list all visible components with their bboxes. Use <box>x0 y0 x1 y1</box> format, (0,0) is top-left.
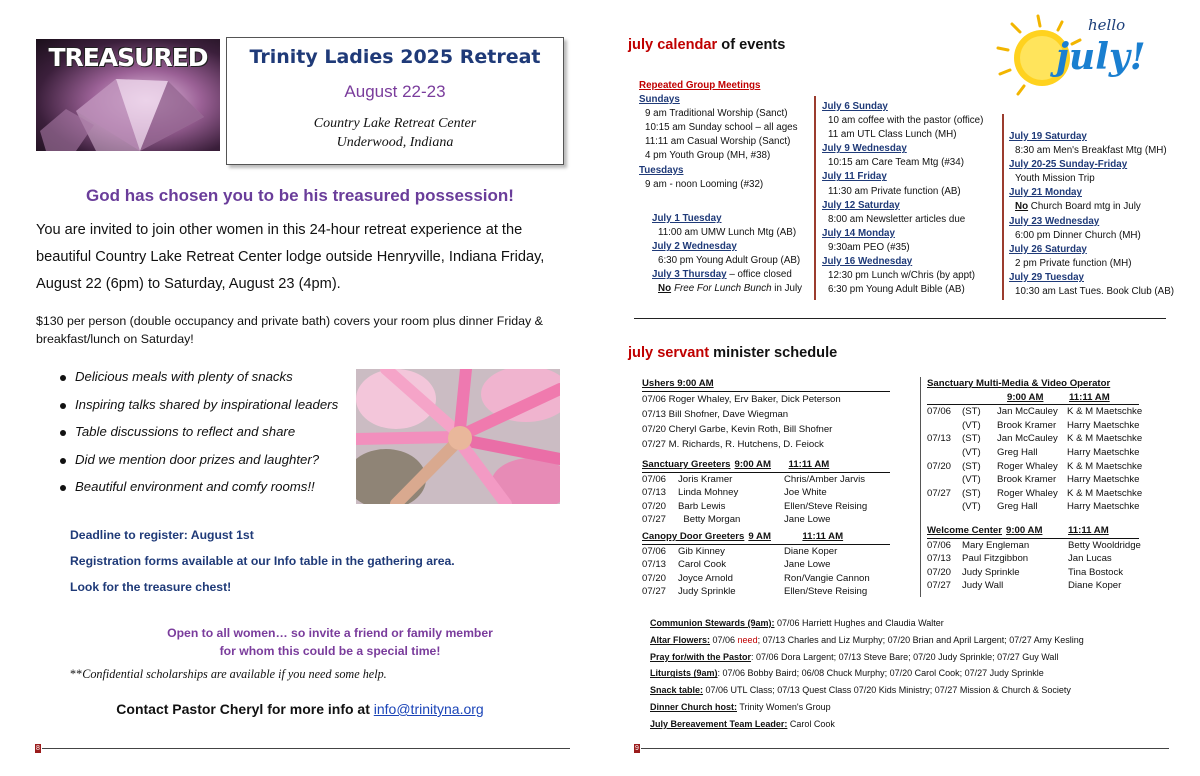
table-cell: 07/27 <box>927 580 952 592</box>
calendar-entry <box>652 282 802 296</box>
calendar-divider <box>634 318 1166 319</box>
table-cell: Ellen/Steve Reising <box>784 500 868 512</box>
table-cell: Harry Maetschke <box>1067 446 1140 458</box>
calendar-section-title: Repeated Group Meetings <box>639 80 761 91</box>
sanctuary-greeters-section <box>642 458 894 527</box>
schedule-heading-black: minister schedule <box>709 345 838 361</box>
calendar-note: Church Board mtg in July <box>1028 201 1141 213</box>
schedule-header <box>642 458 890 473</box>
calendar-date-heading: July 11 Friday <box>822 171 887 183</box>
logo-hello: hello <box>1088 16 1126 34</box>
list-item-text: Inspiring talks shared by inspirational leaders <box>75 396 339 412</box>
footer-divider-left <box>42 748 570 749</box>
invitation-paragraph: You are invited to join other women in this 24-hour retreat experience at the beautiful Country Lake Retreat Center lodge outside Henryville, Indiana Friday, August 22 (6pm) to Saturday, August 23 (4pm). <box>36 222 545 292</box>
table-cell: Gib Kinney <box>678 545 725 557</box>
assignment-text: Trinity Women's Group <box>737 701 831 712</box>
list-item-text: Delicious meals with plenty of snacks <box>75 369 293 384</box>
table-cell: Greg Hall <box>997 446 1038 458</box>
table-cell: 07/20 <box>927 460 952 472</box>
scholarship-text: Confidential scholarships are available if you need some help. <box>82 667 387 681</box>
contact-text: Contact Pastor Cheryl for more info at <box>116 701 374 717</box>
table-row <box>927 539 1178 553</box>
table-cell: Brook Kramer <box>997 419 1057 431</box>
calendar-column-2 <box>822 100 983 297</box>
contact-line <box>36 701 564 717</box>
list-item-text: Table discussions to reflect and share <box>75 424 296 439</box>
table-cell: 07/13 <box>642 487 667 499</box>
assignment-text: 07/06 <box>710 634 738 645</box>
calendar-date-heading: July 23 Wednesday <box>1009 215 1100 227</box>
calendar-heading-red: july calendar <box>628 37 718 53</box>
assignment-label: Dinner Church host: <box>650 701 737 712</box>
assignment-text: : 07/06 Dora Largent; 07/13 Steve Bare; 07/20 Judy Sprinkle; 07/27 Guy Wall <box>751 651 1059 662</box>
calendar-entry <box>1009 130 1174 144</box>
additional-assignments <box>650 615 1084 733</box>
list-item <box>60 397 350 425</box>
calendar-entry: 10:15 am Sunday school – all ages <box>645 122 798 134</box>
calendar-date-heading: July 9 Wednesday <box>822 143 907 155</box>
calendar-entry <box>1009 158 1174 172</box>
assignment-row <box>650 699 1084 716</box>
assignment-text: Carol Cook <box>787 718 835 729</box>
table-cell: Jan McCauley <box>997 433 1058 445</box>
table-row <box>642 572 894 586</box>
registration-forms-text: Registration forms available at our Info table in the gathering area. <box>70 554 455 568</box>
welcome-center-section <box>927 524 1178 593</box>
calendar-entry: 11:00 am UMW Lunch Mtg (AB) <box>658 227 797 239</box>
assignment-row <box>650 682 1084 699</box>
assignment-label: Communion Stewards (9am): <box>650 618 775 628</box>
table-row <box>642 500 894 514</box>
assignment-label: Pray for/with the Pastor <box>650 651 752 662</box>
schedule-header <box>642 530 890 545</box>
table-cell: 07/06 <box>642 473 667 485</box>
table-cell <box>927 500 962 514</box>
table-cell: 07/27 <box>927 487 952 499</box>
bullet-icon <box>60 485 66 491</box>
calendar-date-heading: July 12 Saturday <box>822 199 900 211</box>
table-row <box>927 405 1167 419</box>
ushers-header-text: Ushers 9:00 AM <box>642 378 714 389</box>
page-number-left: 8 <box>36 745 40 752</box>
calendar-heading-black: of events <box>717 37 786 53</box>
table-row: 07/06 Roger Whaley, Erv Baker, Dick Peterson <box>642 393 841 405</box>
retreat-title: Trinity Ladies 2025 Retreat <box>249 46 541 68</box>
schedule-header <box>927 524 1139 539</box>
treasure-chest-text: Look for the treasure chest! <box>70 580 232 594</box>
table-cell: Brook Kramer <box>997 474 1057 486</box>
table-cell: Judy Wall <box>962 580 1004 592</box>
hands-together-photo <box>356 369 560 504</box>
list-item <box>60 369 350 397</box>
calendar-date-heading: July 14 Monday <box>822 227 895 239</box>
table-row <box>927 500 1167 514</box>
calendar-entry: 8:30 am Men's Breakfast Mtg (MH) <box>1015 145 1167 157</box>
treasured-word: TREASURED <box>48 43 208 72</box>
table-row <box>927 460 1167 474</box>
calendar-entry <box>822 255 983 269</box>
table-cell: Diane Koper <box>784 545 838 557</box>
table-cell: (VT) <box>962 501 981 513</box>
table-cell <box>927 473 962 487</box>
schedule-header-title: Welcome Center <box>927 525 1002 536</box>
table-row <box>927 473 1167 487</box>
assignment-row <box>650 665 1084 682</box>
table-cell: 07/06 <box>927 406 952 418</box>
media-operator-section <box>927 377 1167 514</box>
bullet-icon <box>60 375 66 381</box>
canopy-greeters-section <box>642 530 894 599</box>
ushers-header <box>642 377 890 392</box>
assignment-row <box>650 649 1084 666</box>
schedule-heading <box>628 345 837 361</box>
calendar-date-heading: Tuesdays <box>639 164 684 176</box>
table-cell: 07/27 <box>642 514 667 526</box>
footer-divider-right <box>641 748 1169 749</box>
table-cell: Paul Fitzgibbon <box>962 553 1029 565</box>
table-cell: 07/06 <box>927 539 952 551</box>
calendar-note: Free For Lunch Bunch <box>674 283 772 295</box>
hands-photo-illustration <box>356 369 560 504</box>
list-item <box>60 479 350 507</box>
table-cell: Ellen/Steve Reising <box>784 586 868 598</box>
calendar-entry: 2 pm Private function (MH) <box>1015 257 1132 269</box>
calendar-column-1 <box>639 79 798 192</box>
table-cell: 07/20 <box>927 566 952 578</box>
calendar-entry: 12:30 pm Lunch w/Chris (by appt) <box>828 270 976 282</box>
retreat-dates: August 22-23 <box>344 82 446 101</box>
calendar-entry <box>822 170 983 184</box>
table-cell: Roger Whaley <box>997 487 1058 499</box>
calendar-entry: 11:11 am Casual Worship (Sanct) <box>645 136 791 148</box>
table-cell: Jan McCauley <box>997 406 1058 418</box>
assignment-text-tail: ; 07/13 Charles and Liz Murphy; 07/20 Brian and April Largent; 07/27 Amy Kesling <box>757 634 1084 645</box>
schedule-header-time2: 11:11 AM <box>788 459 830 470</box>
table-cell: Jane Lowe <box>784 514 831 526</box>
table-row <box>642 486 894 500</box>
table-cell: Jan Lucas <box>1068 553 1112 565</box>
page-number-right: 9 <box>635 745 639 752</box>
table-cell: 07/13 <box>642 559 667 571</box>
ushers-section <box>642 377 890 452</box>
calendar-entry <box>1009 200 1174 214</box>
schedule-header-title: Canopy Door Greeters <box>642 531 745 542</box>
spacer <box>927 391 1007 405</box>
retreat-highlights-list <box>60 369 350 507</box>
assignment-label: Snack table: <box>650 685 704 696</box>
assignment-label: Altar Flowers: <box>650 634 711 645</box>
calendar-date-heading: July 26 Saturday <box>1009 243 1087 255</box>
table-cell: Harry Maetschke <box>1067 501 1140 513</box>
calendar-entry: 6:30 pm Young Adult Group (AB) <box>658 255 801 267</box>
calendar-date-heading: July 2 Wednesday <box>652 241 737 253</box>
table-cell: 07/06 <box>642 545 667 557</box>
calendar-entry: 10:15 am Care Team Mtg (#34) <box>828 157 964 169</box>
assignment-need: need <box>737 634 758 645</box>
table-cell: (ST) <box>962 460 981 472</box>
calendar-date-heading: Sundays <box>639 94 680 106</box>
tagline: God has chosen you to be his treasured possession! <box>86 186 514 205</box>
media-header-time2: 11:11 AM <box>1069 391 1110 403</box>
deadline-text: Deadline to register: August 1st <box>70 528 254 542</box>
table-cell: (VT) <box>962 446 981 458</box>
calendar-entry <box>639 93 798 107</box>
table-cell: 07/27 <box>642 586 667 598</box>
table-cell: Linda Mohney <box>678 487 739 499</box>
calendar-note-tail: in July <box>771 283 803 295</box>
table-cell: Ron/Vangie Cannon <box>784 572 870 584</box>
table-cell: Judy Sprinkle <box>678 586 736 598</box>
calendar-heading <box>628 37 785 53</box>
schedule-header-time1: 9:00 AM <box>1006 525 1043 536</box>
venue-line2: Underwood, Indiana <box>336 135 454 150</box>
calendar-date-heading: July 29 Tuesday <box>1009 271 1084 283</box>
calendar-date-heading: July 19 Saturday <box>1009 131 1087 142</box>
schedule-header-time1: 9 AM <box>748 531 771 542</box>
schedule-header-time2: 11:11 AM <box>1068 525 1109 536</box>
assignment-row <box>650 716 1084 733</box>
table-cell: Greg Hall <box>997 501 1038 513</box>
table-row: 07/13 Bill Shofner, Dave Wiegman <box>642 408 789 420</box>
assignment-text: : 07/06 Bobby Baird; 06/08 Chuck Murphy; 07/20 Carol Cook; 07/27 Judy Sprinkle <box>717 668 1044 679</box>
calendar-entry <box>639 79 798 93</box>
calendar-entry: 11:30 am Private function (AB) <box>828 185 961 197</box>
table-cell: Betty Morgan <box>678 514 741 526</box>
table-cell: Mary Engleman <box>962 539 1030 551</box>
calendar-date-note: – office closed <box>726 269 792 281</box>
table-cell: K & M Maetschke <box>1067 433 1143 445</box>
calendar-entry: 6:30 pm Young Adult Bible (AB) <box>828 284 965 296</box>
calendar-column-1b <box>652 212 802 297</box>
table-cell: Tina Bostock <box>1068 566 1124 578</box>
table-cell: (ST) <box>962 406 981 418</box>
table-row: 07/20 Cheryl Garbe, Kevin Roth, Bill Shofner <box>642 423 833 435</box>
calendar-entry: 9 am - noon Looming (#32) <box>645 178 764 190</box>
table-cell: Joyce Arnold <box>678 572 733 584</box>
table-cell: Roger Whaley <box>997 460 1058 472</box>
open-line2: for whom this could be a special time! <box>219 644 441 658</box>
table-cell: (VT) <box>962 474 981 486</box>
calendar-entry: 10 am coffee with the pastor (office) <box>828 115 984 127</box>
media-header-time1: 9:00 AM <box>1007 391 1044 403</box>
table-row <box>927 446 1167 460</box>
media-header-title: Sanctuary Multi-Media & Video Operator <box>927 378 1111 389</box>
list-item <box>60 452 350 480</box>
assignment-text: 07/06 UTL Class; 07/13 Quest Class 07/20 Kids Ministry; 07/27 Mission & Church & Society <box>703 685 1071 696</box>
table-cell: 07/13 <box>927 553 952 565</box>
retreat-title-box <box>226 37 564 165</box>
calendar-entry: 10:30 am Last Tues. Book Club (AB) <box>1015 286 1175 298</box>
list-item-text: Beautiful environment and comfy rooms!! <box>75 479 315 494</box>
calendar-entry: 4 pm Youth Group (MH, #38) <box>645 150 771 162</box>
table-cell: K & M Maetschke <box>1067 487 1143 499</box>
logo-july: july! <box>1056 36 1146 78</box>
assignment-label: Liturgists (9am) <box>650 668 718 679</box>
table-cell: K & M Maetschke <box>1067 460 1143 472</box>
table-row <box>927 579 1178 593</box>
calendar-date-heading: July 20-25 Sunday-Friday <box>1009 159 1128 171</box>
table-row <box>927 432 1167 446</box>
table-row <box>927 566 1178 580</box>
calendar-entry <box>652 240 802 254</box>
calendar-entry <box>822 142 983 156</box>
calendar-entry <box>1009 271 1174 285</box>
schedule-divider <box>920 377 921 597</box>
calendar-entry <box>822 199 983 213</box>
calendar-no-label: No <box>1015 201 1029 213</box>
bullet-icon <box>60 458 66 464</box>
open-line1: Open to all women… so invite a friend or family member <box>167 626 493 640</box>
table-row <box>927 552 1178 566</box>
treasured-diamond-image <box>36 39 220 151</box>
table-cell: Judy Sprinkle <box>962 566 1020 578</box>
schedule-heading-red: july servant <box>628 345 710 361</box>
table-cell: (ST) <box>962 433 981 445</box>
media-header-times <box>927 391 1139 406</box>
table-cell: Chris/Amber Jarvis <box>784 473 866 485</box>
calendar-entry: 9:30am PEO (#35) <box>828 241 910 253</box>
table-row <box>642 585 894 599</box>
list-item <box>60 424 350 452</box>
table-row <box>927 419 1167 433</box>
retreat-venue <box>227 114 563 152</box>
calendar-date-heading: July 21 Monday <box>1009 187 1082 199</box>
hello-july-logo <box>990 12 1170 102</box>
calendar-entry <box>652 268 802 282</box>
calendar-entry: 9 am Traditional Worship (Sanct) <box>645 108 788 120</box>
bullet-icon <box>60 403 66 409</box>
schedule-header-time2: 11:11 AM <box>802 531 844 542</box>
table-row: 07/27 M. Richards, R. Hutchens, D. Feiock <box>642 438 824 450</box>
list-item-text: Did we mention door prizes and laughter? <box>75 451 320 467</box>
table-cell: Betty Wooldridge <box>1068 539 1141 551</box>
table-cell: Diane Koper <box>1068 580 1122 592</box>
scholarship-note <box>70 667 387 682</box>
calendar-date-heading: July 6 Sunday <box>822 101 888 112</box>
assignment-label: July Bereavement Team Leader: <box>650 718 788 729</box>
calendar-entry: Youth Mission Trip <box>1015 173 1095 185</box>
open-to-all-text <box>100 624 560 660</box>
calendar-date-heading: July 16 Wednesday <box>822 256 913 268</box>
table-cell: 07/20 <box>642 500 667 512</box>
calendar-no-label: No <box>658 283 672 295</box>
calendar-entry <box>1009 186 1174 200</box>
table-row <box>642 473 894 487</box>
assignment-text: 07/06 Harriett Hughes and Claudia Walter <box>774 618 944 628</box>
calendar-date-heading: July 3 Thursday <box>652 269 727 281</box>
table-row <box>927 487 1167 501</box>
bullet-icon <box>60 430 66 436</box>
table-cell: (VT) <box>962 419 981 431</box>
table-cell: Harry Maetschke <box>1067 474 1140 486</box>
table-cell: Carol Cook <box>678 559 726 571</box>
calendar-entry <box>652 212 802 226</box>
calendar-entry <box>822 227 983 241</box>
table-cell: (ST) <box>962 487 981 499</box>
calendar-divider-2 <box>1002 114 1004 300</box>
table-cell: 07/20 <box>642 572 667 584</box>
table-row <box>642 545 894 559</box>
table-row <box>642 513 894 527</box>
schedule-header-time1: 9:00 AM <box>734 459 771 470</box>
calendar-date-heading: July 1 Tuesday <box>652 213 722 224</box>
calendar-entry <box>822 100 983 114</box>
calendar-entry: 6:00 pm Dinner Church (MH) <box>1015 229 1141 241</box>
calendar-entry <box>639 164 798 178</box>
assignment-row <box>650 632 1084 649</box>
schedule-header-title: Sanctuary Greeters <box>642 459 731 470</box>
calendar-entry <box>1009 215 1174 229</box>
table-cell: 07/13 <box>927 433 952 445</box>
table-row <box>642 558 894 572</box>
table-cell: K & M Maetschke <box>1067 406 1143 418</box>
table-cell: Joris Kramer <box>678 473 733 485</box>
table-cell <box>927 419 962 433</box>
assignment-row <box>650 615 1084 632</box>
table-cell: Jane Lowe <box>784 559 831 571</box>
calendar-entry: 11 am UTL Class Lunch (MH) <box>828 129 957 141</box>
scholarship-prefix: ** <box>70 667 83 681</box>
calendar-divider-1 <box>814 96 816 300</box>
table-cell: Joe White <box>784 487 827 499</box>
table-cell: Barb Lewis <box>678 500 726 512</box>
table-cell: Harry Maetschke <box>1067 419 1140 431</box>
calendar-entry <box>1009 243 1174 257</box>
calendar-column-3 <box>1009 130 1174 299</box>
calendar-entry: 8:00 am Newsletter articles due <box>828 213 966 225</box>
venue-line1: Country Lake Retreat Center <box>313 116 477 131</box>
table-cell <box>927 446 962 460</box>
price-paragraph: $130 per person (double occupancy and private bath) covers your room plus dinner Friday & breakfast/lunch on Saturday! <box>36 314 543 346</box>
contact-email-link[interactable]: info@trinityna.org <box>373 701 484 717</box>
